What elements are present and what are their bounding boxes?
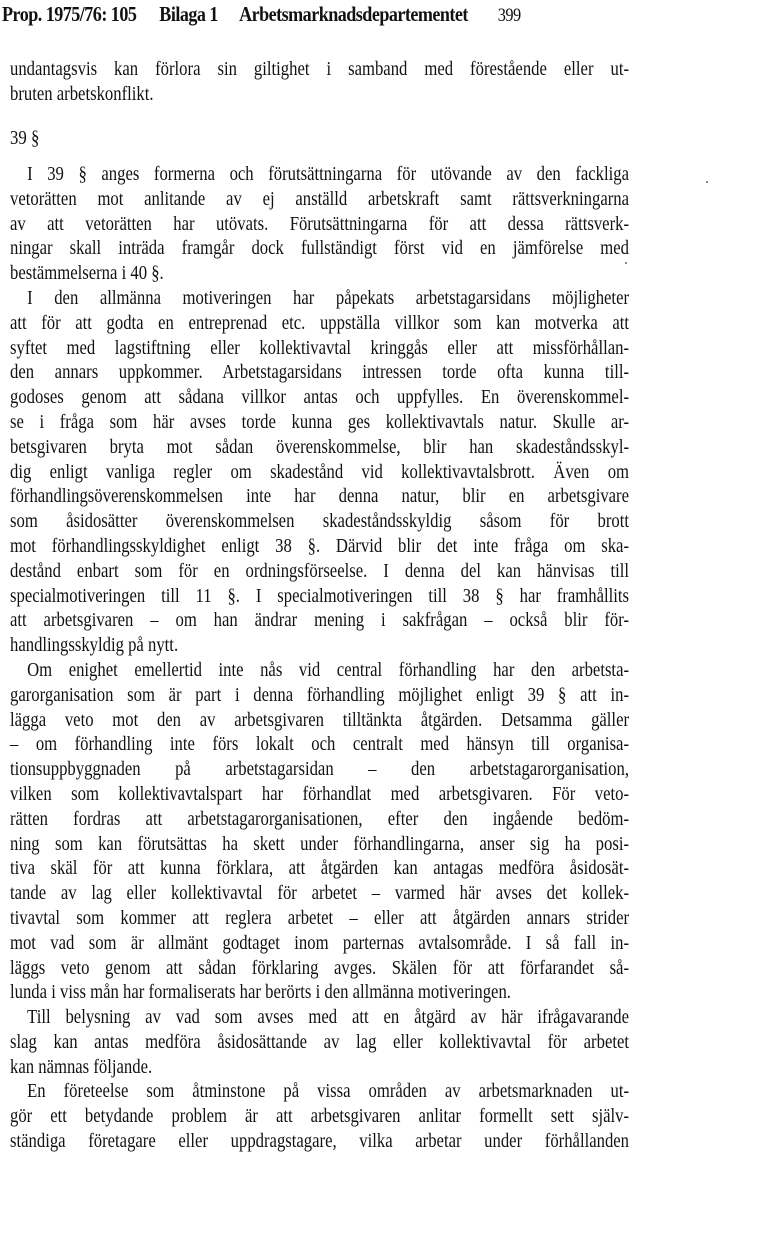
text-line: se i fråga som här avses torde kunna ges kollektivavtals natur. Skulle ar-	[10, 411, 630, 433]
paragraph	[10, 1006, 629, 1080]
text-line: specialmotiveringen till 11 §. I specialmotiveringen till 38 § har framhållits	[10, 585, 630, 607]
text-line: lägga veto mot den av arbetsgivaren tilltänkta åtgärden. Detsamma gäller	[10, 709, 630, 731]
scan-speck	[625, 262, 627, 264]
body-text	[10, 163, 629, 1155]
text-line: tivavtal som kommer att reglera arbetet – eller att åtgärden annars strider	[10, 907, 630, 929]
text-line: rätten fordras att arbetstagarorganisationen, efter den ingående bedöm-	[10, 808, 630, 830]
text-line: destånd enbart som för en ordningsförseelse. I denna del kan hänvisas till	[10, 560, 630, 582]
text-line: bestämmelserna i 40 §.	[10, 263, 164, 285]
appendix-label: Bilaga 1	[159, 2, 218, 26]
text-line: bruten arbetskonflikt.	[10, 83, 154, 105]
text-line: ning som kan förutsättas ha skett under förhandlingarna, anser sig ha posi-	[10, 833, 630, 855]
text-line: Om enighet emellertid inte nås vid central förhandling har den arbetsta-	[27, 659, 630, 681]
text-line: som åsidosätter överenskommelsen skadeståndsskyldig såsom för brott	[10, 511, 630, 533]
paragraph	[10, 287, 629, 659]
text-line: kan nämnas följande.	[10, 1056, 153, 1078]
paragraph	[10, 163, 629, 287]
text-line: slag kan antas medföra åsidosättande av lag eller kollektivavtal för arbetet	[10, 1031, 630, 1053]
text-line: betsgivaren bryta mot sådan överenskommelse, blir han skadeståndsskyl-	[10, 436, 630, 458]
page-number: 399	[497, 5, 521, 26]
text-line: En företeelse som åtminstone på vissa områden av arbetsmarknaden ut-	[27, 1081, 630, 1103]
text-line: förhandlingsöverenskommelsen inte har denna natur, blir en arbetsgivare	[10, 486, 630, 508]
text-line: mot förhandlingsskyldighet enligt 38 §. Därvid blir det inte fråga om ska-	[10, 535, 630, 557]
text-line: garorganisation som är part i denna förhandling möjlighet enligt 39 § att in-	[10, 684, 630, 706]
text-line: av att vetorätten har utövats. Förutsättningarna för att dessa rättsverk-	[10, 213, 630, 235]
text-line: ständiga företagare eller uppdragstagare, vilka arbetar under förhållanden	[10, 1131, 630, 1153]
intro-text	[10, 58, 629, 108]
text-line: gör ett betydande problem är att arbetsgivaren anlitar formellt sett själv-	[10, 1106, 630, 1128]
text-line: tionsuppbyggnaden på arbetstagarsidan – den arbetstagarorganisation,	[10, 759, 630, 781]
text-line: tiva skäl för att kunna förklara, att åtgärden kan antagas medföra åsidosät-	[10, 858, 630, 880]
department-name: Arbetsmarknadsdepartementet	[239, 2, 468, 26]
text-line: mot vad som är allmänt godtaget inom parternas avtalsområde. I så fall in-	[10, 932, 630, 954]
paragraph	[10, 659, 629, 1006]
text-line: den annars uppkommer. Arbetstagarsidans intressen torde ofta kunna till-	[10, 362, 630, 384]
text-line: I den allmänna motiveringen har påpekats arbetstagarsidans möjligheter	[27, 287, 630, 309]
text-line: tande av lag eller kollektivavtal för arbetet – varmed här avses det kollek-	[10, 883, 630, 905]
text-line: vilken som kollektivavtalspart har förhandlat med arbetsgivaren. För veto-	[10, 783, 630, 805]
text-line: undantagsvis kan förlora sin giltighet i samband med förestående eller ut-	[10, 59, 630, 80]
text-line: att arbetsgivaren – om han ändrar mening i sakfrågan – också blir för-	[10, 610, 630, 632]
text-line: ningar skall inträda framgår dock fullständigt först vid en jämförelse med	[10, 238, 630, 260]
scan-speck	[706, 181, 708, 183]
text-line: Till belysning av vad som avses med att en åtgärd av här ifrågavarande	[27, 1007, 630, 1029]
text-line: dig enligt vanliga regler om skadestånd vid kollektivavtalsbrott. Även om	[10, 461, 630, 483]
text-line: lunda i viss mån har formaliserats har berörts i den allmänna motiveringen.	[10, 982, 511, 1004]
text-line: att för att godta en entreprenad etc. uppställa villkor som kan motverka att	[10, 312, 630, 334]
section-heading: 39 §	[10, 128, 40, 149]
paragraph	[10, 1080, 629, 1154]
text-line: vetorätten mot anlitande av ej anställd arbetskraft samt rättsverkningarna	[10, 188, 630, 210]
text-line: syftet med lagstiftning eller kollektivavtal kringgås eller att missförhållan-	[10, 337, 630, 359]
text-line: handlingsskyldig på nytt.	[10, 635, 179, 657]
proposition-number: Prop. 1975/76: 105	[2, 2, 137, 26]
text-line: godoses genom att sådana villkor antas och uppfylles. En överenskommel-	[10, 387, 630, 409]
page-header	[2, 2, 521, 30]
text-line: I 39 § anges formerna och förutsättningarna för utövande av den fackliga	[27, 164, 630, 185]
text-line: läggs veto genom att sådan förklaring avges. Skälen för att förfarandet så-	[10, 957, 630, 979]
text-line: – om förhandling inte förs lokalt och centralt med hänsyn till organisa-	[10, 734, 630, 756]
